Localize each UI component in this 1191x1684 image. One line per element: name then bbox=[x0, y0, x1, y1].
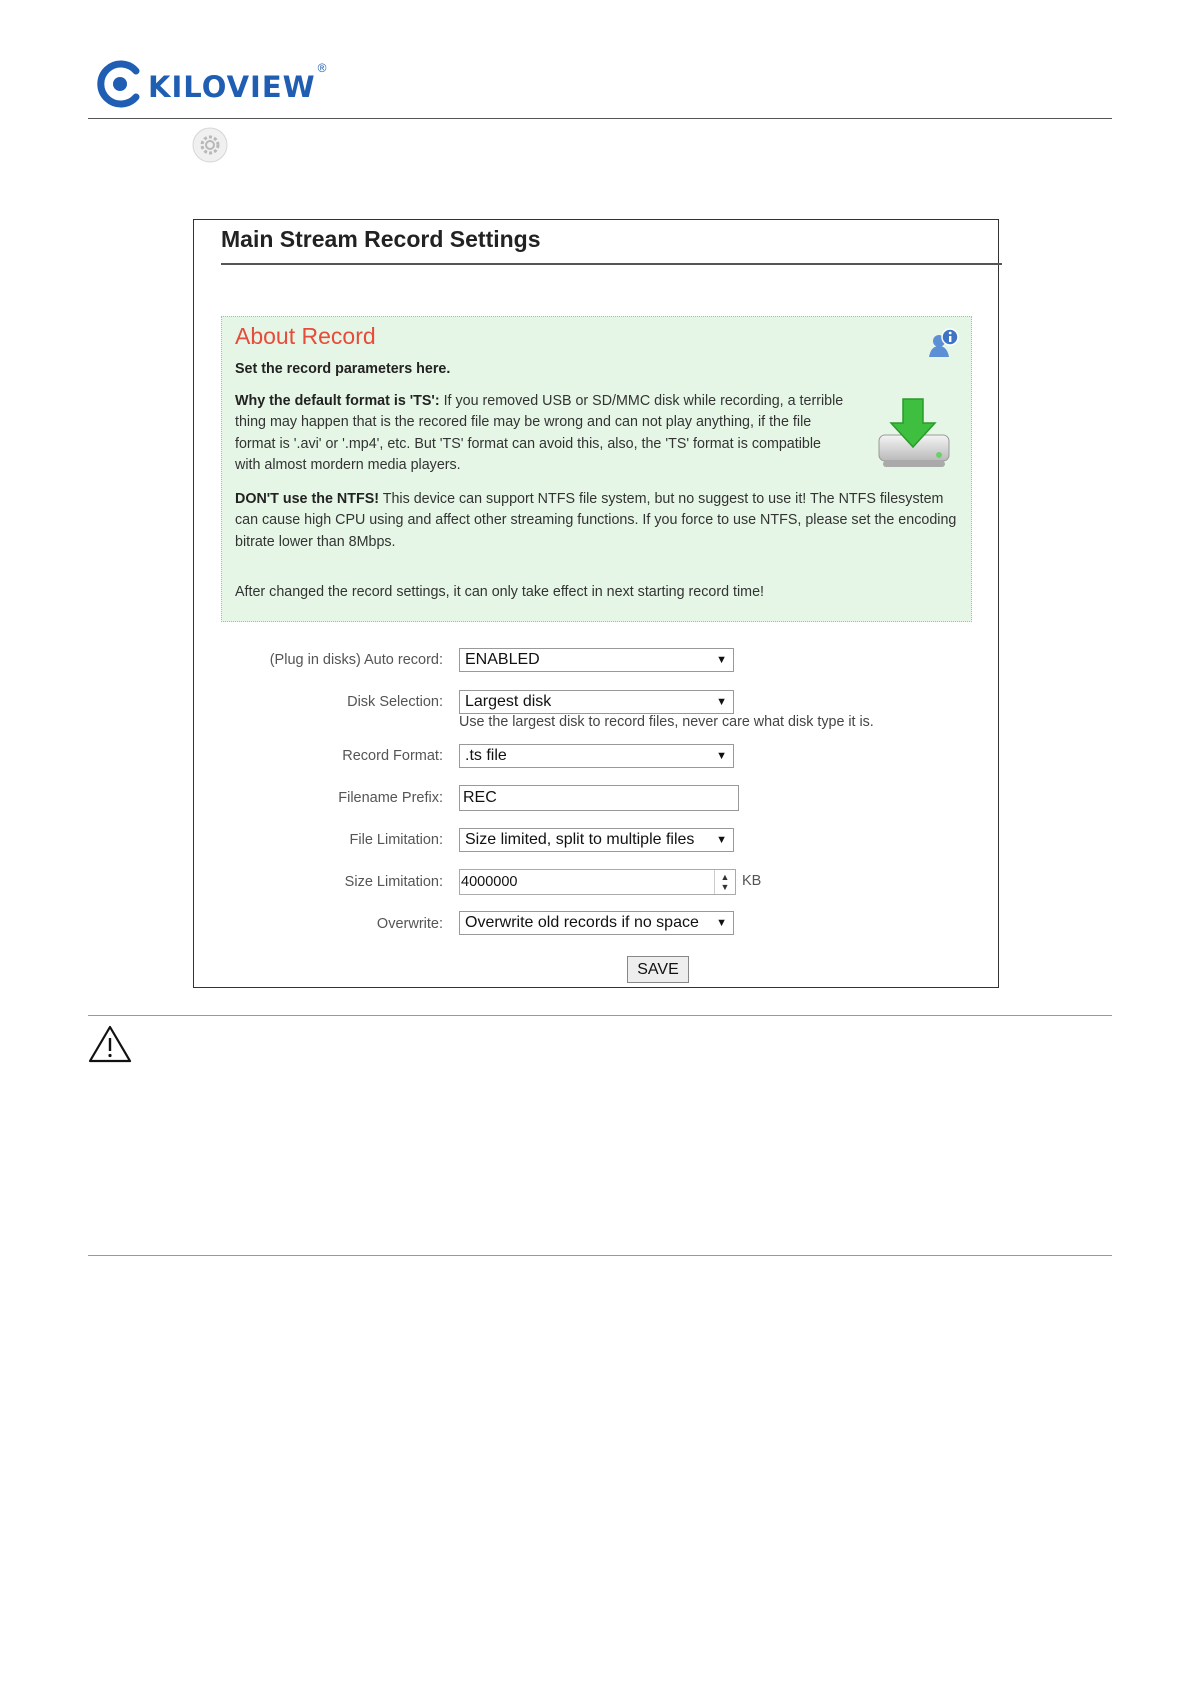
size-limitation-label: Size Limitation: bbox=[344, 874, 443, 890]
spinner-buttons[interactable] bbox=[714, 870, 735, 894]
size-limitation-input[interactable] bbox=[459, 869, 736, 895]
logo-mark-icon bbox=[96, 59, 142, 109]
note-bottom-divider bbox=[88, 1255, 1112, 1256]
spinner-down-icon[interactable]: ▼ bbox=[720, 882, 730, 892]
disk-selection-value: Largest disk bbox=[465, 693, 552, 710]
about-note: After changed the record settings, it can only take effect in next starting record time! bbox=[235, 584, 764, 600]
settings-button[interactable] bbox=[191, 126, 229, 164]
chevron-down-icon: ▼ bbox=[716, 654, 727, 666]
kiloview-logo bbox=[96, 58, 326, 110]
chevron-down-icon: ▼ bbox=[716, 917, 727, 929]
auto-record-label: (Plug in disks) Auto record: bbox=[269, 652, 443, 668]
about-intro bbox=[235, 359, 450, 380]
record-format-select[interactable] bbox=[459, 744, 734, 768]
disk-selection-label: Disk Selection: bbox=[347, 694, 443, 710]
auto-record-value: ENABLED bbox=[465, 651, 540, 668]
warning-icon bbox=[88, 1024, 132, 1064]
file-limitation-select[interactable] bbox=[459, 828, 734, 852]
about-ntfs-heading: DON'T use the NTFS! bbox=[235, 491, 379, 507]
info-icon bbox=[927, 327, 959, 357]
about-ntfs-body: This device can support NTFS file system, but no suggest to use it! The NTFS filesystem can cause high CPU using and affect other streaming functions. If you force to use NTFS, please set the encoding bitrate lower than 8Mbps. bbox=[235, 491, 957, 550]
record-format-value: .ts file bbox=[465, 747, 507, 764]
size-limitation-value: 4000000 bbox=[461, 874, 518, 890]
download-disk-icon bbox=[873, 395, 953, 473]
chevron-down-icon: ▼ bbox=[716, 696, 727, 708]
about-record-title: About Record bbox=[235, 323, 376, 349]
about-record-box bbox=[221, 316, 972, 622]
overwrite-label: Overwrite: bbox=[376, 916, 443, 932]
disk-selection-hint: Use the largest disk to record files, never care what disk type it is. bbox=[459, 714, 874, 730]
about-ntfs-paragraph bbox=[235, 489, 960, 553]
gear-icon bbox=[191, 126, 229, 164]
size-unit: KB bbox=[742, 873, 762, 889]
disk-selection-select[interactable] bbox=[459, 690, 734, 714]
auto-record-select[interactable] bbox=[459, 648, 734, 672]
title-divider bbox=[221, 263, 1002, 265]
logo-registered-mark: ® bbox=[317, 61, 327, 75]
chevron-down-icon: ▼ bbox=[716, 834, 727, 846]
record-settings-panel bbox=[193, 219, 999, 988]
logo-brand-text: KILOVIEW bbox=[148, 70, 316, 104]
about-ts-body: If you removed USB or SD/MMC disk while recording, a terrible thing may happen that is the recored file may be wrong and can not play anything, if the file format is '.avi' or '.mp4', etc. But 'TS' format can avoid this, also, the 'TS' format is compatible with almost mordern media players. bbox=[235, 393, 844, 473]
filename-prefix-input[interactable]: REC bbox=[459, 785, 739, 811]
save-button[interactable]: SAVE bbox=[627, 956, 689, 983]
spinner-up-icon[interactable]: ▲ bbox=[720, 872, 730, 882]
overwrite-select[interactable] bbox=[459, 911, 734, 935]
about-ts-paragraph bbox=[235, 391, 845, 476]
chevron-down-icon: ▼ bbox=[716, 750, 727, 762]
about-ts-heading: Why the default format is 'TS': bbox=[235, 393, 440, 409]
page-title: Main Stream Record Settings bbox=[221, 226, 541, 252]
header-divider bbox=[88, 118, 1112, 119]
about-intro-text: Set the record parameters here. bbox=[235, 361, 451, 377]
overwrite-value: Overwrite old records if no space bbox=[465, 914, 699, 931]
record-format-label: Record Format: bbox=[342, 748, 443, 764]
filename-prefix-label: Filename Prefix: bbox=[338, 790, 443, 806]
file-limitation-label: File Limitation: bbox=[349, 832, 443, 848]
file-limitation-value: Size limited, split to multiple files bbox=[465, 831, 695, 848]
note-top-divider bbox=[88, 1015, 1112, 1016]
